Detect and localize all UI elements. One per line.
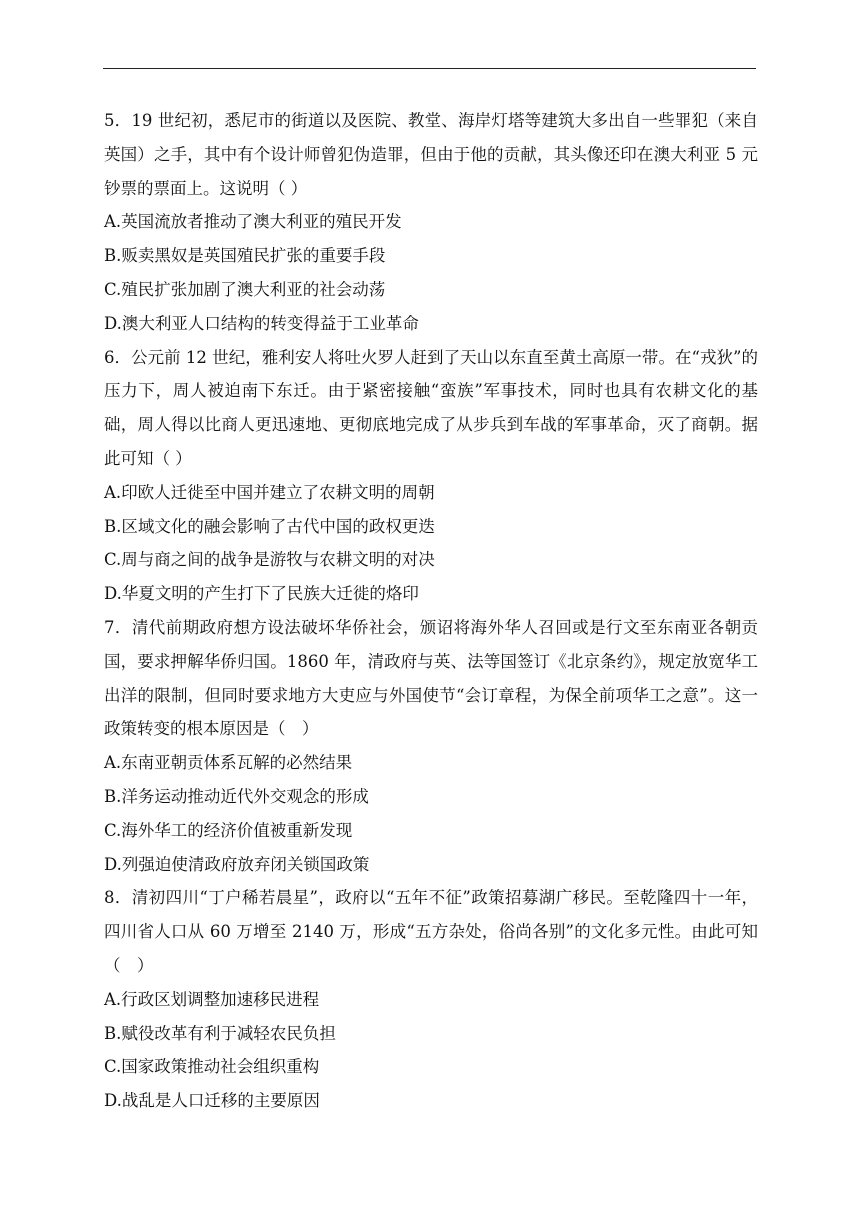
option-c: C.海外华工的经济价值被重新发现: [104, 820, 353, 840]
question-7: [104, 611, 758, 881]
option-d: D.澳大利亚人口结构的转变得益于工业革命: [104, 313, 419, 333]
question-8: [104, 881, 758, 1118]
option-b: B.洋务运动推动近代外交观念的形成: [104, 786, 369, 806]
question-stem: 8．清初四川“丁户稀若晨星”，政府以“五年不征”政策招募湖广移民。至乾隆四十一年，四川省人口从 60 万增至 2140 万，形成“五方杂处，俗尚各别”的文化多元性。由此可知（ ）: [104, 888, 758, 975]
option-b: B.赋役改革有利于减轻农民负担: [104, 1023, 336, 1043]
option-d: D.列强迫使清政府放弃闭关锁国政策: [104, 854, 370, 874]
question-5: [104, 104, 758, 341]
option-a: A.东南亚朝贡体系瓦解的必然结果: [104, 753, 353, 773]
question-stem: 7．清代前期政府想方设法破坏华侨社会，颁诏将海外华人召回或是行文至东南亚各朝贡国，要求押解华侨归国。1860 年，清政府与英、法等国签订《北京条约》，规定放宽华工出洋的限制，但同时要求地方大吏应与外国使节“会订章程，为保全前项华工之意”。这一政策转变的根本原因是（ ）: [104, 617, 758, 739]
question-stem: 5．19 世纪初，悉尼市的街道以及医院、教堂、海岸灯塔等建筑大多出自一些罪犯（来自英国）之手，其中有个设计师曾犯伪造罪，但由于他的贡献，其头像还印在澳大利亚 5 元钞票的票面上。这说明（ ）: [104, 111, 758, 198]
option-a: A.印欧人迁徙至中国并建立了农耕文明的周朝: [104, 482, 435, 502]
question-list: [104, 104, 758, 1118]
option-c: C.周与商之间的战争是游牧与农耕文明的对决: [104, 550, 435, 570]
option-b: B.贩卖黑奴是英国殖民扩张的重要手段: [104, 246, 386, 266]
question-6: [104, 341, 758, 611]
option-a: A.英国流放者推动了澳大利亚的殖民开发: [104, 212, 402, 232]
question-stem: 6．公元前 12 世纪，雅利安人将吐火罗人赶到了天山以东直至黄土高原一带。在“戎狄”的压力下，周人被迫南下东迁。由于紧密接触“蛮族”军事技术，同时也具有农耕文化的基础，周人得以比商人更迅速地、更彻底地完成了从步兵到车战的军事革命，灭了商朝。据此可知（ ）: [104, 347, 758, 468]
option-d: D.华夏文明的产生打下了民族大迁徙的烙印: [104, 584, 419, 604]
option-b: B.区域文化的融会影响了古代中国的政权更迭: [104, 516, 435, 536]
option-c: C.殖民扩张加剧了澳大利亚的社会动荡: [104, 279, 386, 299]
option-a: A.行政区划调整加速移民进程: [104, 989, 320, 1009]
header-rule: [103, 68, 756, 69]
option-d: D.战乱是人口迁移的主要原因: [104, 1091, 320, 1111]
option-c: C.国家政策推动社会组织重构: [104, 1057, 320, 1077]
